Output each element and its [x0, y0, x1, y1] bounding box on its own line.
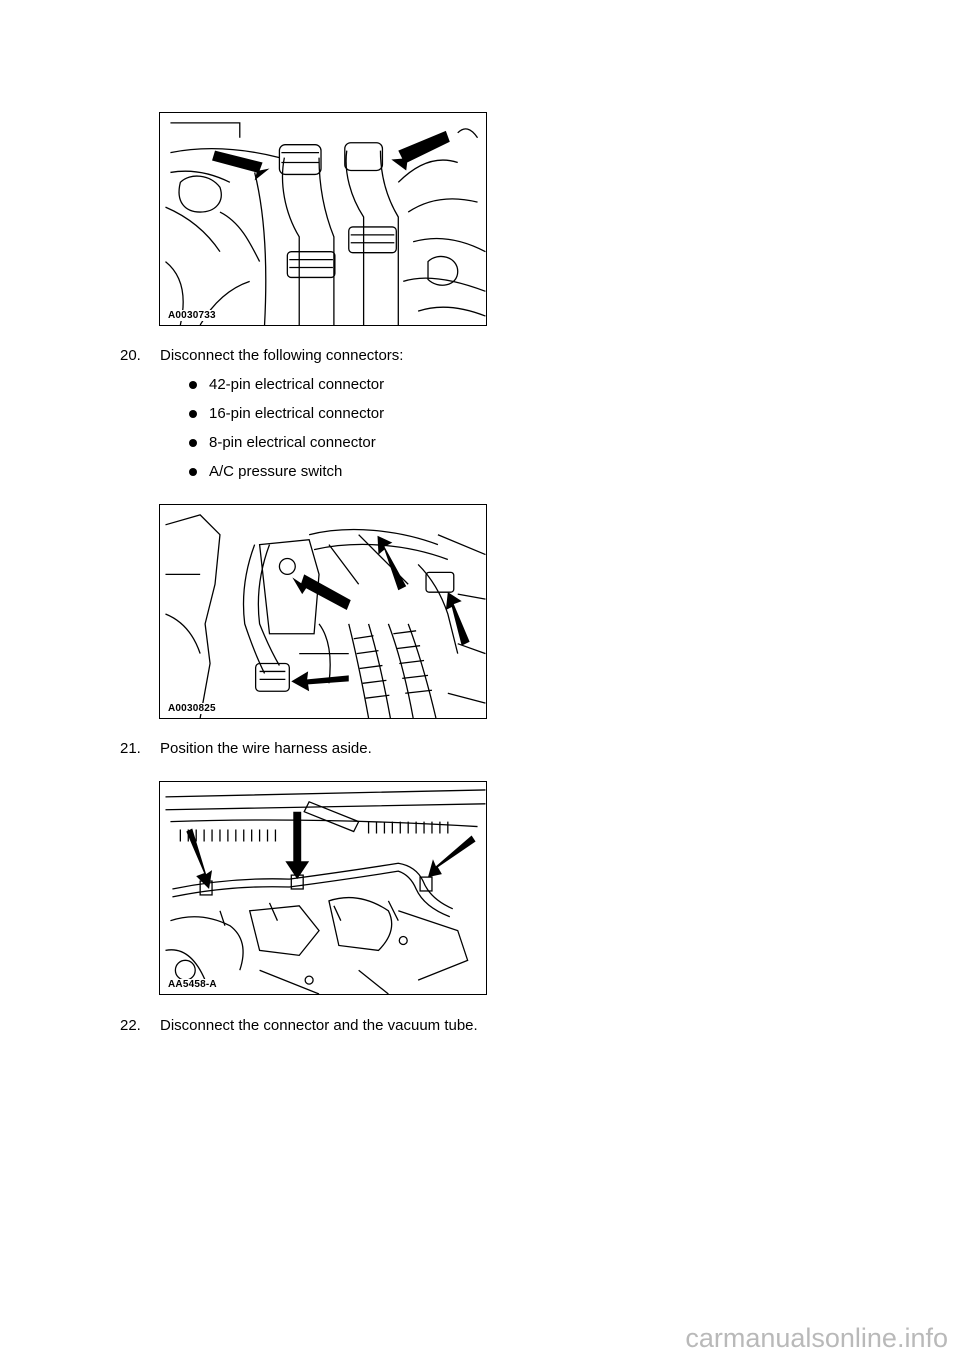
- figure-connectors: [159, 504, 487, 719]
- connector-list: [189, 376, 384, 492]
- step-text: Disconnect the following connectors:: [160, 347, 404, 364]
- step-number: 21.: [120, 740, 141, 757]
- figure-hoses: [159, 112, 487, 326]
- list-item: 8-pin electrical connector: [189, 434, 384, 463]
- step-number: 22.: [120, 1017, 141, 1034]
- watermark: carmanualsonline.info: [685, 1323, 948, 1353]
- list-item: 42-pin electrical connector: [189, 376, 384, 405]
- figure-label: A0030733: [168, 310, 216, 321]
- step-text: Position the wire harness aside.: [160, 740, 372, 757]
- figure-label: AA5458-A: [168, 979, 217, 990]
- list-item: 16-pin electrical connector: [189, 405, 384, 434]
- bullet-icon: [189, 439, 197, 447]
- figure-label: A0030825: [168, 703, 216, 714]
- step-text: Disconnect the connector and the vacuum tube.: [160, 1017, 478, 1034]
- bullet-icon: [189, 468, 197, 476]
- step-number: 20.: [120, 347, 141, 364]
- connector-illustration: [160, 505, 486, 718]
- bullet-icon: [189, 410, 197, 418]
- step-21: [120, 740, 372, 758]
- bullet-icon: [189, 381, 197, 389]
- harness-illustration: [160, 782, 486, 994]
- list-item: A/C pressure switch: [189, 463, 384, 492]
- step-20: [120, 347, 403, 365]
- step-22: [120, 1017, 478, 1035]
- hose-illustration: [160, 113, 486, 325]
- figure-wire-harness: [159, 781, 487, 995]
